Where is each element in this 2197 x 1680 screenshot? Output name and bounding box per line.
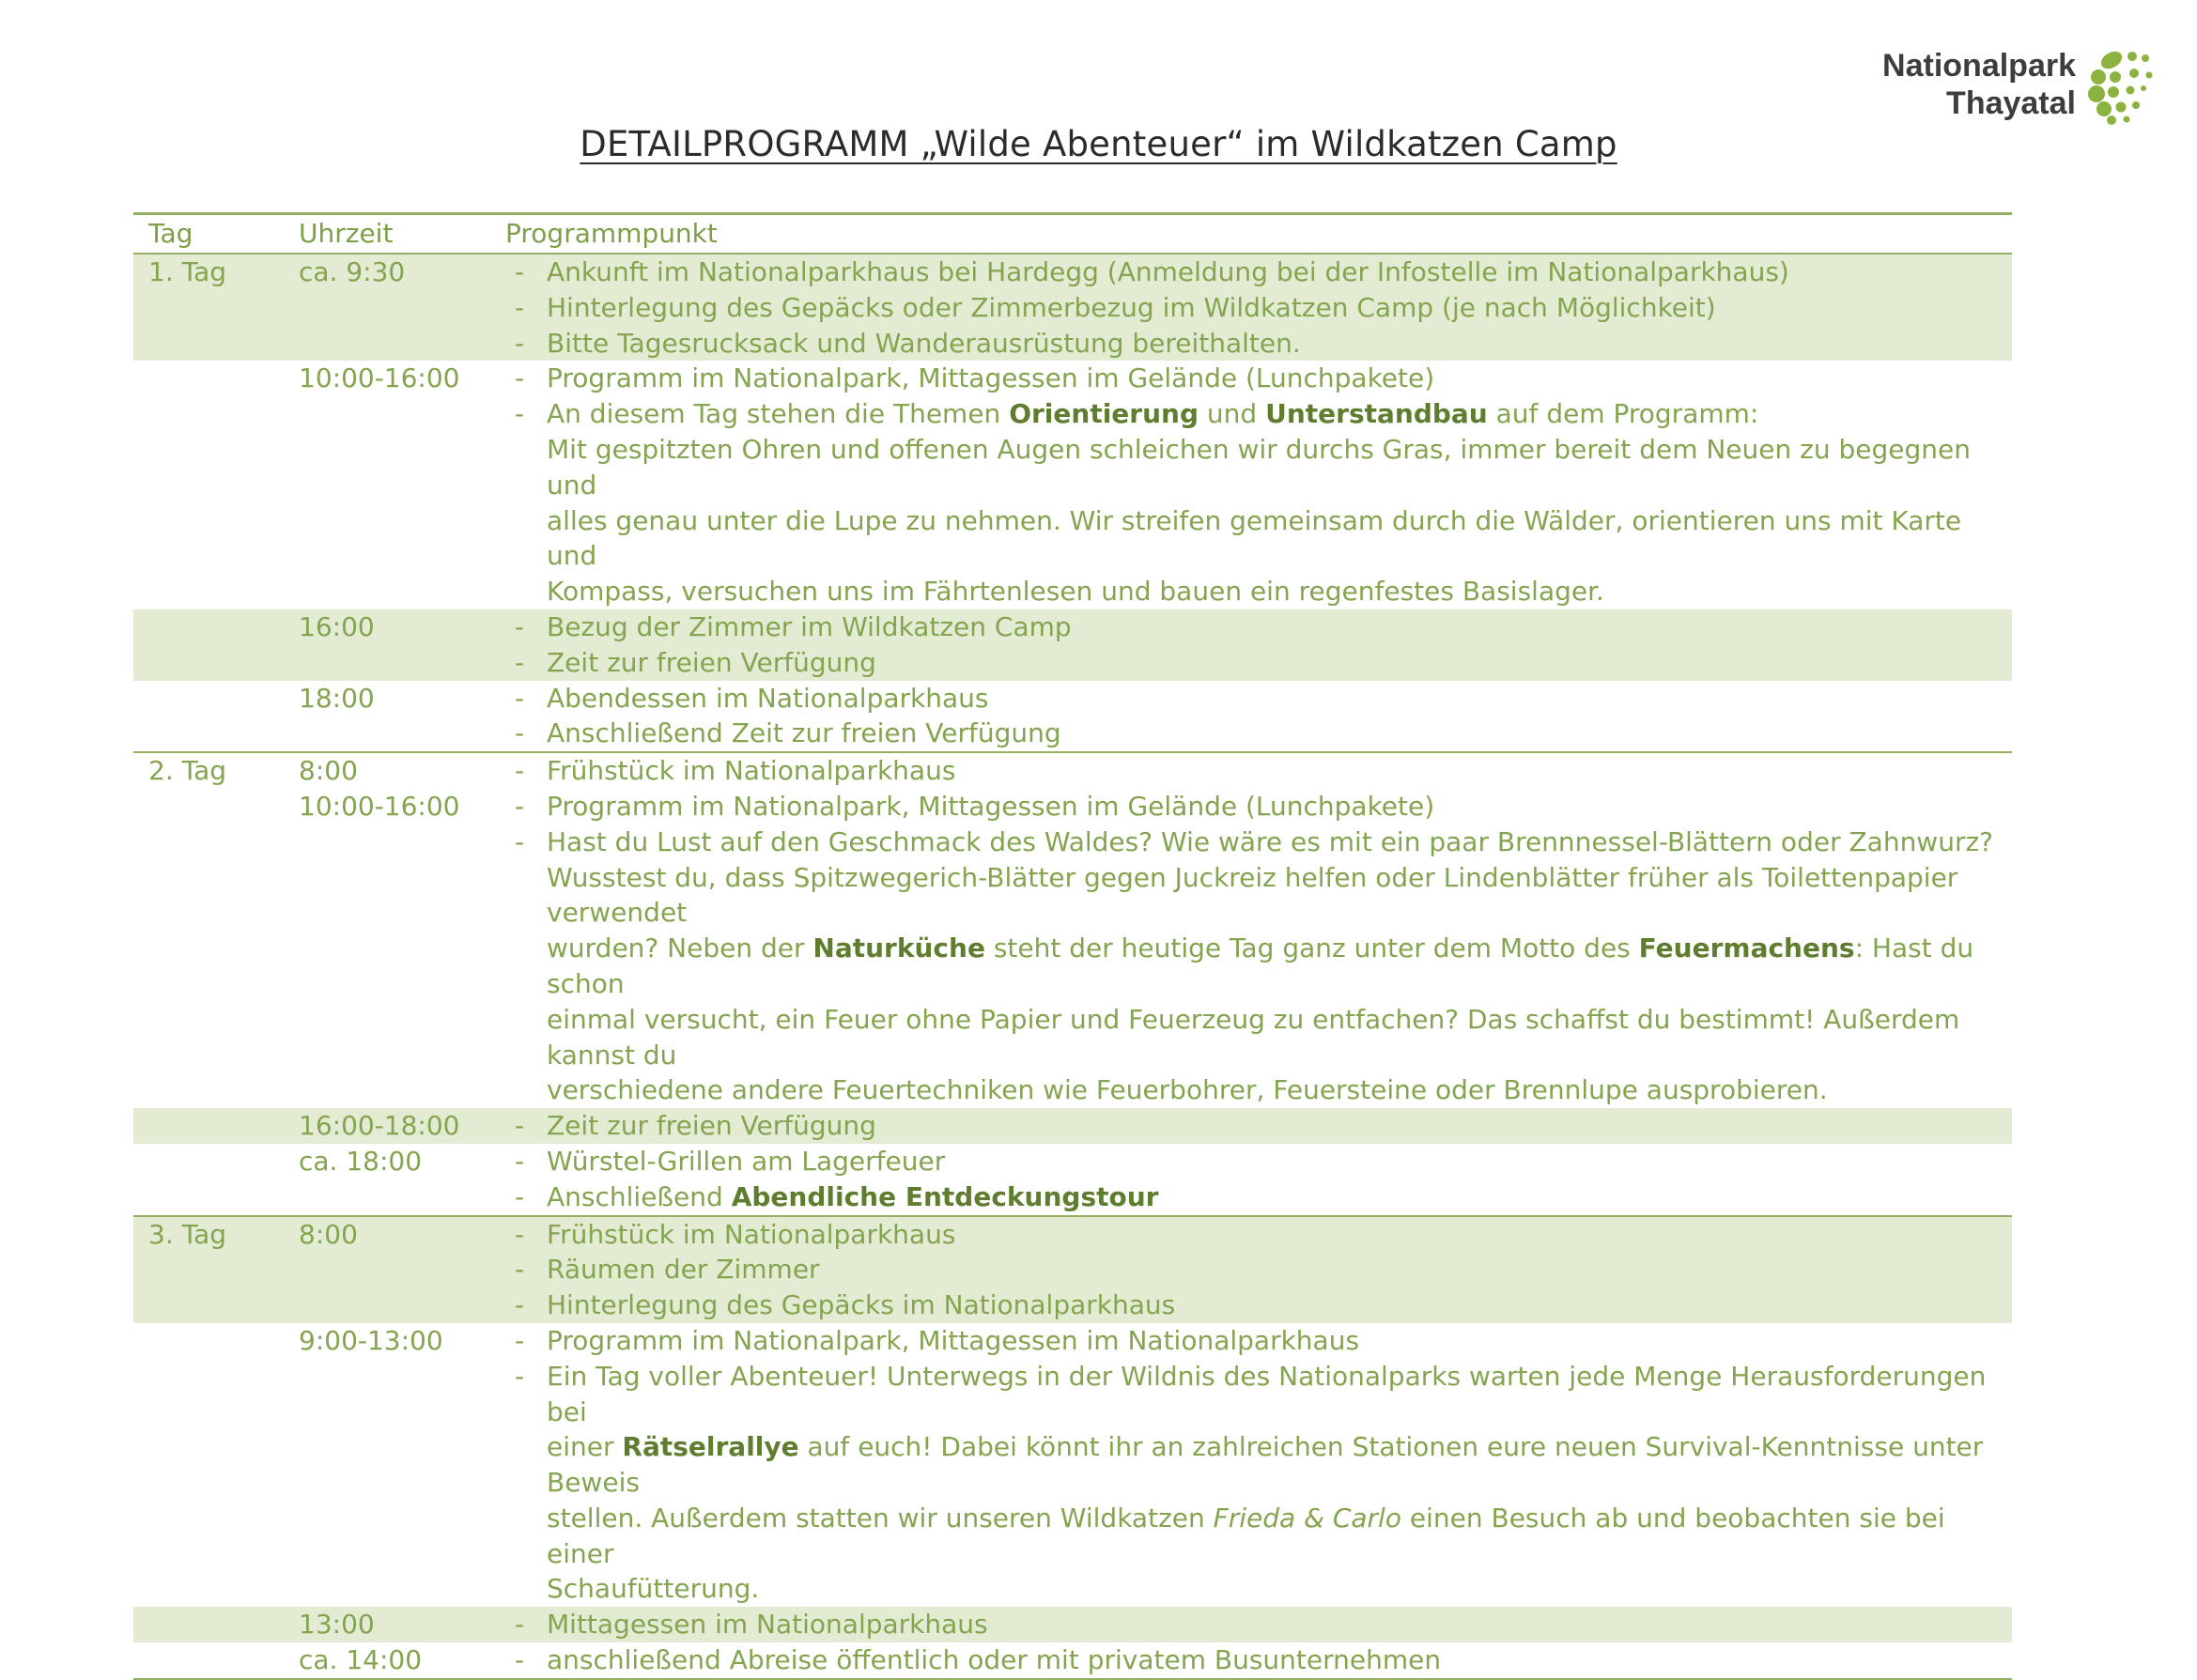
table-row	[133, 1642, 2012, 1678]
row-program	[505, 1217, 2012, 1323]
program-item-line: einmal versucht, ein Feuer ohne Papier und Feuerzeug zu entfachen? Das schaffst du bestimmt! Außerdem kannst du	[547, 1003, 1960, 1071]
row-tag: 3. Tag	[148, 1218, 227, 1250]
header-program: Programmpunkt	[505, 218, 718, 249]
bullet-dash: -	[515, 1360, 525, 1392]
table-row	[133, 1108, 2012, 1144]
program-item-line	[505, 1429, 1999, 1501]
program-item-text: Bitte Tagesrucksack und Wanderausrüstung bereithalten.	[547, 327, 1301, 359]
bullet-dash: -	[515, 646, 525, 678]
row-tag: 2. Tag	[148, 755, 227, 787]
row-time: 10:00-16:00	[299, 362, 460, 394]
row-time: ca. 9:30	[299, 256, 406, 287]
program-item-text: Hinterlegung des Gepäcks im Nationalparkhaus	[547, 1289, 1176, 1321]
row-program	[505, 1323, 2012, 1607]
program-item-text	[547, 396, 1999, 432]
row-tag	[133, 1323, 299, 1607]
text-run: Anschließend	[547, 1180, 732, 1212]
highlight-feuermachens: Feuermachens	[1638, 932, 1855, 964]
text-run: auf euch! Dabei könnt ihr an zahlreichen Stationen eure neuen Survival-Kenntnisse unter Beweis	[547, 1431, 1984, 1499]
row-tag	[133, 789, 299, 1108]
bullet-dash: -	[515, 1289, 525, 1321]
text-run: auf dem Programm:	[1487, 398, 1759, 430]
row-program	[505, 361, 2012, 609]
header-tag: Tag	[148, 218, 193, 249]
text-run: einer	[547, 1431, 623, 1463]
bullet-dash: -	[515, 1180, 525, 1212]
program-item	[505, 1607, 1999, 1642]
document-title-text: DETAILPROGRAMM „Wilde Abenteuer“ im Wildkatzen Camp	[580, 124, 1617, 164]
highlight-raetselrallye: Rätselrallye	[622, 1431, 799, 1463]
row-time: ca. 18:00	[299, 1145, 423, 1177]
highlight-entdeckungstour: Abendliche Entdeckungstour	[731, 1180, 1159, 1212]
row-time: 9:00-13:00	[299, 1324, 443, 1356]
row-tag	[133, 609, 299, 681]
text-run: steht der heutige Tag ganz unter dem Motto des	[984, 932, 1639, 964]
row-program	[505, 789, 2012, 1108]
program-item-text: Ein Tag voller Abenteuer! Unterwegs in der Wildnis des Nationalparks warten jede Menge Herausforderungen bei	[547, 1360, 1987, 1427]
program-item-line	[505, 1501, 1999, 1572]
highlight-unterstandbau: Unterstandbau	[1265, 398, 1488, 430]
row-program	[505, 1144, 2012, 1215]
row-tag	[133, 1108, 299, 1144]
bullet-dash: -	[515, 1254, 525, 1286]
bullet-dash: -	[515, 682, 525, 714]
bullet-dash: -	[515, 327, 525, 359]
program-table	[133, 212, 2012, 1680]
table-row	[133, 254, 2012, 361]
program-item	[505, 716, 1999, 751]
program-item	[505, 1179, 1999, 1215]
program-item-text: Anschließend Zeit zur freien Verfügung	[547, 717, 1061, 749]
bullet-dash: -	[515, 1609, 525, 1641]
table-row	[133, 1323, 2012, 1607]
program-item	[505, 645, 1999, 681]
bullet-dash: -	[515, 1110, 525, 1142]
program-item-text: Räumen der Zimmer	[547, 1254, 820, 1286]
row-program	[505, 681, 2012, 752]
program-item-text: Programm im Nationalpark, Mittagessen im Gelände (Lunchpakete)	[547, 790, 1435, 822]
row-time: 18:00	[299, 682, 375, 714]
bullet-dash: -	[515, 755, 525, 787]
row-program	[505, 1642, 2012, 1678]
text-run: einen Besuch ab und beobachten sie bei einer	[547, 1502, 1945, 1569]
program-item-text: Würstel-Grillen am Lagerfeuer	[547, 1145, 946, 1177]
text-run: wurden? Neben der	[547, 932, 813, 964]
row-time: 8:00	[299, 1218, 358, 1250]
row-program	[505, 753, 2012, 789]
program-item-text: Abendessen im Nationalparkhaus	[547, 682, 989, 714]
logo-wordmark	[1869, 47, 2076, 122]
program-item	[505, 1217, 1999, 1253]
document-title	[0, 124, 2197, 164]
row-time: 16:00	[299, 610, 375, 642]
row-program	[505, 609, 2012, 681]
program-item	[505, 789, 1999, 825]
program-item-line: Kompass, versuchen uns im Fährtenlesen und bauen ein regenfestes Basislager.	[547, 576, 1604, 608]
program-item	[505, 1642, 1999, 1678]
highlight-naturkueche: Naturküche	[812, 932, 985, 964]
table-row	[133, 609, 2012, 681]
program-item-text: Frühstück im Nationalparkhaus	[547, 755, 956, 787]
program-item	[505, 1287, 1999, 1323]
program-item	[505, 326, 1999, 362]
program-item	[505, 254, 1999, 290]
program-item	[505, 1108, 1999, 1144]
bullet-dash: -	[515, 717, 525, 749]
program-item-text	[547, 1179, 1999, 1215]
bullet-dash: -	[515, 1218, 525, 1250]
table-row	[133, 1215, 2012, 1323]
row-tag	[133, 361, 299, 609]
row-tag	[133, 1607, 299, 1642]
program-item	[505, 290, 1999, 326]
program-item-text: Ankunft im Nationalparkhaus bei Hardegg (Anmeldung bei der Infostelle im Nationalparkhaus)	[547, 256, 1789, 287]
logo-line-2: Thayatal	[1946, 85, 2076, 121]
row-program	[505, 1607, 2012, 1642]
table-row	[133, 1607, 2012, 1642]
program-item-text: Frühstück im Nationalparkhaus	[547, 1218, 956, 1250]
emphasis-frieda-carlo: Frieda & Carlo	[1213, 1502, 1401, 1534]
text-run: stellen. Außerdem statten wir unseren Wildkatzen	[547, 1502, 1214, 1534]
row-time: ca. 14:00	[299, 1644, 423, 1676]
nationalpark-thayatal-dot-leaf-icon	[2083, 49, 2162, 126]
bullet-dash: -	[515, 1644, 525, 1676]
text-run: und	[1199, 398, 1266, 430]
program-item	[505, 396, 1999, 432]
table-row	[133, 751, 2012, 789]
bullet-dash: -	[515, 362, 525, 394]
row-program	[505, 254, 2012, 361]
bullet-dash: -	[515, 790, 525, 822]
program-item	[505, 1323, 1999, 1359]
program-item	[505, 1359, 1999, 1430]
program-item	[505, 609, 1999, 645]
program-item-line: alles genau unter die Lupe zu nehmen. Wir streifen gemeinsam durch die Wälder, orientieren uns mit Karte und	[547, 504, 1962, 572]
highlight-orientierung: Orientierung	[1009, 398, 1199, 430]
row-time: 8:00	[299, 755, 358, 787]
row-time: 16:00-18:00	[299, 1110, 460, 1142]
bullet-dash: -	[515, 398, 525, 430]
row-tag	[133, 1642, 299, 1678]
text-run: : Hast du schon	[547, 932, 1974, 999]
program-item-line: Schaufütterung.	[547, 1573, 760, 1605]
bullet-dash: -	[515, 825, 525, 857]
row-tag	[133, 1144, 299, 1215]
row-tag	[133, 681, 299, 752]
logo-line-1: Nationalpark	[1882, 48, 2076, 84]
program-item-text: Bezug der Zimmer im Wildkatzen Camp	[547, 610, 1072, 642]
table-header	[133, 212, 2012, 254]
program-item-text: Zeit zur freien Verfügung	[547, 646, 876, 678]
row-tag: 1. Tag	[148, 256, 227, 287]
table-row	[133, 1144, 2012, 1215]
program-item-line: Mit gespitzten Ohren und offenen Augen schleichen wir durchs Gras, immer bereit dem Neuen zu begegnen und	[547, 433, 1971, 501]
text-run: An diesem Tag stehen die Themen	[547, 398, 1010, 430]
row-program	[505, 1108, 2012, 1144]
program-item-text: Mittagessen im Nationalparkhaus	[547, 1609, 988, 1641]
program-item-text: Hast du Lust auf den Geschmack des Waldes? Wie wäre es mit ein paar Brennnessel-Blättern oder Zahnwurz?	[547, 825, 1994, 857]
program-item-line: verschiedene andere Feuertechniken wie Feuerbohrer, Feuersteine oder Brennlupe ausprobieren.	[547, 1074, 1828, 1106]
program-item	[505, 361, 1999, 396]
bullet-dash: -	[515, 610, 525, 642]
table-row	[133, 681, 2012, 752]
program-item	[505, 825, 1999, 860]
program-item-text: Zeit zur freien Verfügung	[547, 1110, 876, 1142]
bullet-dash: -	[515, 256, 525, 287]
program-item-text: Programm im Nationalpark, Mittagessen im Nationalparkhaus	[547, 1324, 1360, 1356]
program-item-text: Programm im Nationalpark, Mittagessen im Gelände (Lunchpakete)	[547, 362, 1435, 394]
row-time: 10:00-16:00	[299, 790, 460, 822]
program-item-text: Hinterlegung des Gepäcks oder Zimmerbezug im Wildkatzen Camp (je nach Möglichkeit)	[547, 291, 1716, 323]
row-time: 13:00	[299, 1609, 375, 1641]
program-item	[505, 681, 1999, 717]
program-item	[505, 1144, 1999, 1179]
bullet-dash: -	[515, 291, 525, 323]
program-item	[505, 753, 1999, 789]
table-row	[133, 789, 2012, 1108]
table-row	[133, 361, 2012, 609]
program-item-line	[505, 931, 1999, 1002]
header-time: Uhrzeit	[299, 218, 394, 249]
bullet-dash: -	[515, 1145, 525, 1177]
program-item-line: Wusstest du, dass Spitzwegerich-Blätter gegen Juckreiz helfen oder Lindenblätter früher als Toilettenpapier verwendet	[547, 861, 1958, 929]
program-item	[505, 1252, 1999, 1287]
program-item-text: anschließend Abreise öffentlich oder mit privatem Busunternehmen	[547, 1644, 1442, 1676]
bullet-dash: -	[515, 1324, 525, 1356]
